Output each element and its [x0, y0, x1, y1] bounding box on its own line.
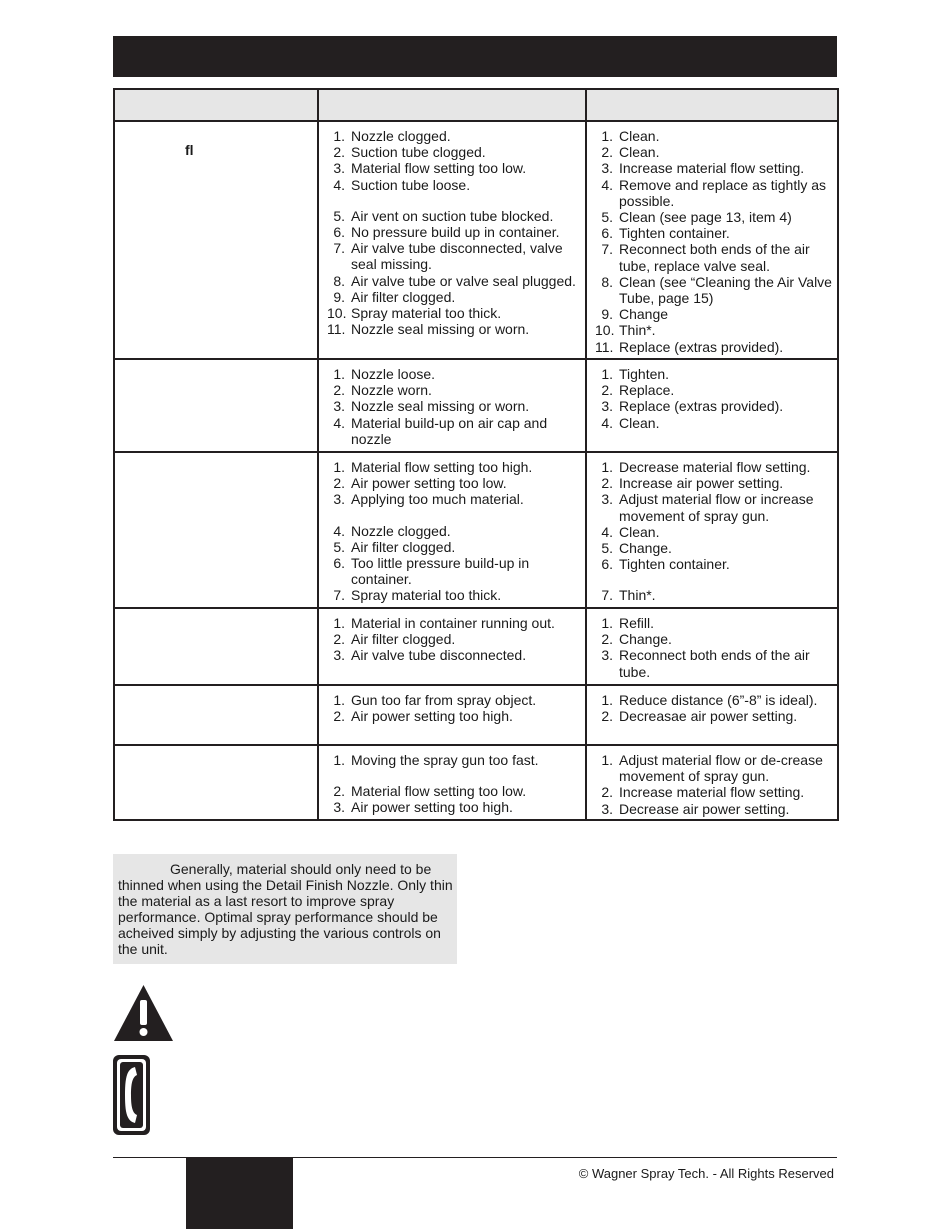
problem-cell [114, 359, 318, 452]
problem-cell [114, 608, 318, 685]
cause-item: 3. Air power setting too high. [333, 799, 513, 816]
cause-item: 11. Nozzle seal missing or worn. [327, 321, 530, 338]
solution-item: 2. Increase air power setting. [601, 475, 784, 492]
cause-item: 9. Air filter clogged. [333, 288, 456, 305]
problem-cell [114, 685, 318, 745]
solution-item: 8. Clean (see “Cleaning the Air Valve Tube, page 15) [601, 273, 832, 307]
cause-cell [318, 685, 586, 745]
cause-item: 6. Too little pressure build-up in container. [333, 555, 530, 588]
cause-item: 4. Suction tube loose. [333, 176, 471, 193]
problem-text [115, 609, 317, 629]
cause-item: 2. Air power setting too high. [333, 708, 513, 725]
cause-item: 2. Material flow setting too low. [333, 783, 527, 800]
header-bar [113, 36, 837, 77]
phone-handset-icon [113, 1055, 150, 1135]
cause-item: 4. Nozzle clogged. [333, 522, 451, 539]
solution-cell [586, 745, 838, 820]
solution-item: 3. Replace (extras provided). [601, 398, 784, 415]
cause-item: 1. Moving the spray gun too fast. [333, 752, 539, 768]
cause-cell [318, 608, 586, 685]
problem-text [115, 453, 317, 473]
cause-item: 2. Air filter clogged. [333, 631, 456, 648]
problem-cell [114, 745, 318, 820]
solution-item: 10. Thin*. [595, 322, 656, 339]
cause-item: 3. Material flow setting too low. [333, 160, 527, 177]
cause-item: 4. Material build-up on air cap and nozzle [333, 414, 548, 447]
table-row [114, 452, 838, 608]
solution-item: 7. Thin*. [601, 587, 656, 604]
cause-item: 5. Air vent on suction tube blocked. [333, 207, 554, 224]
cause-item: 8. Air valve tube or valve seal plugged. [333, 272, 576, 289]
problem-cell [114, 452, 318, 608]
solution-item: 2. Decreasae air power setting. [601, 708, 798, 725]
cause-item: 1. Gun too far from spray object. [333, 692, 537, 708]
solution-item: 6. Tighten container. [601, 225, 730, 242]
cause-item: 3. Nozzle seal missing or worn. [333, 398, 530, 415]
cause-item: 3. Applying too much material. [333, 491, 524, 508]
thinning-note [113, 854, 457, 964]
column-header-solution [586, 89, 838, 121]
cause-item: 1. Material in container running out. [333, 615, 555, 631]
solution-item: 3. Reconnect both ends of the air tube. [601, 647, 810, 680]
problem-cell [114, 121, 318, 359]
solution-item: 11. Replace (extras provided). [595, 338, 784, 355]
footer-page-block [186, 1158, 293, 1229]
solution-cell [586, 121, 838, 359]
troubleshooting-table [113, 88, 839, 821]
solution-item: 1. Clean. [601, 128, 660, 144]
solution-item: 5. Change. [601, 540, 672, 557]
solution-item: 3. Decrease air power setting. [601, 800, 790, 817]
problem-text [115, 746, 317, 766]
warning-triangle-icon [113, 984, 174, 1042]
table-row [114, 121, 838, 359]
solution-item: 7. Reconnect both ends of the air tube, replace valve seal. [601, 241, 810, 274]
solution-item: 1. Refill. [601, 615, 655, 631]
cause-cell [318, 359, 586, 452]
solution-item: 1. Adjust material flow or de-crease movement of spray gun. [601, 752, 823, 785]
cause-item: 6. No pressure build up in container. [333, 224, 560, 241]
solution-item: 1. Reduce distance (6”-8” is ideal). [601, 692, 818, 708]
problem-text [115, 360, 317, 380]
cause-cell [318, 452, 586, 608]
solution-item: 2. Increase material flow setting. [601, 784, 805, 801]
cause-item: 2. Air power setting too low. [333, 475, 507, 492]
table-row [114, 359, 838, 452]
column-header-problem [114, 89, 318, 121]
solution-cell [586, 452, 838, 608]
solution-cell [586, 359, 838, 452]
solution-item: 2. Clean. [601, 144, 660, 161]
solution-cell [586, 608, 838, 685]
column-header-cause [318, 89, 586, 121]
table-row [114, 745, 838, 820]
cause-item: 5. Air filter clogged. [333, 538, 456, 555]
solution-item: 3. Adjust material flow or increase movement of spray gun. [601, 491, 814, 524]
cause-item: 1. Material flow setting too high. [333, 459, 533, 475]
solution-item: 1. Decrease material flow setting. [601, 459, 811, 475]
solution-item: 6. Tighten container. [601, 556, 730, 573]
table-header-row [114, 89, 838, 121]
problem-text: fl [185, 142, 194, 158]
solution-cell [586, 685, 838, 745]
cause-item: 7. Air valve tube disconnected, valve seal missing. [333, 240, 563, 273]
solution-item: 2. Replace. [601, 382, 675, 399]
solution-item: 4. Clean. [601, 523, 660, 540]
table-row [114, 685, 838, 745]
solution-item: 2. Change. [601, 631, 672, 648]
cause-item: 2. Suction tube clogged. [333, 144, 486, 161]
solution-item: 3. Increase material flow setting. [601, 160, 805, 177]
solution-item: 5. Clean (see page 13, item 4) [601, 209, 792, 226]
solution-item: 4. Remove and replace as tightly as possible. [601, 176, 826, 209]
problem-text [115, 686, 317, 706]
solution-item: 4. Clean. [601, 414, 660, 431]
thinning-note-text: Generally, material should only need to be thinned when using the Detail Finish Nozzle. Only thin the material as a last resort to improve spray performance. Optimal spray performance should be acheived simply by adjusting the various controls on the unit. [118, 861, 453, 957]
copyright-text: © Wagner Spray Tech. - All Rights Reserved [578, 1166, 834, 1181]
cause-item: 2. Nozzle worn. [333, 382, 432, 399]
solution-item: 9. Change [601, 306, 669, 323]
table-row [114, 608, 838, 685]
cause-item: 1. Nozzle loose. [333, 366, 436, 382]
cause-cell [318, 121, 586, 359]
cause-item: 10. Spray material too thick. [327, 305, 502, 322]
solution-item: 1. Tighten. [601, 366, 670, 382]
cause-item: 7. Spray material too thick. [333, 587, 502, 604]
cause-item: 3. Air valve tube disconnected. [333, 647, 527, 664]
cause-cell [318, 745, 586, 820]
cause-item: 1. Nozzle clogged. [333, 128, 451, 144]
